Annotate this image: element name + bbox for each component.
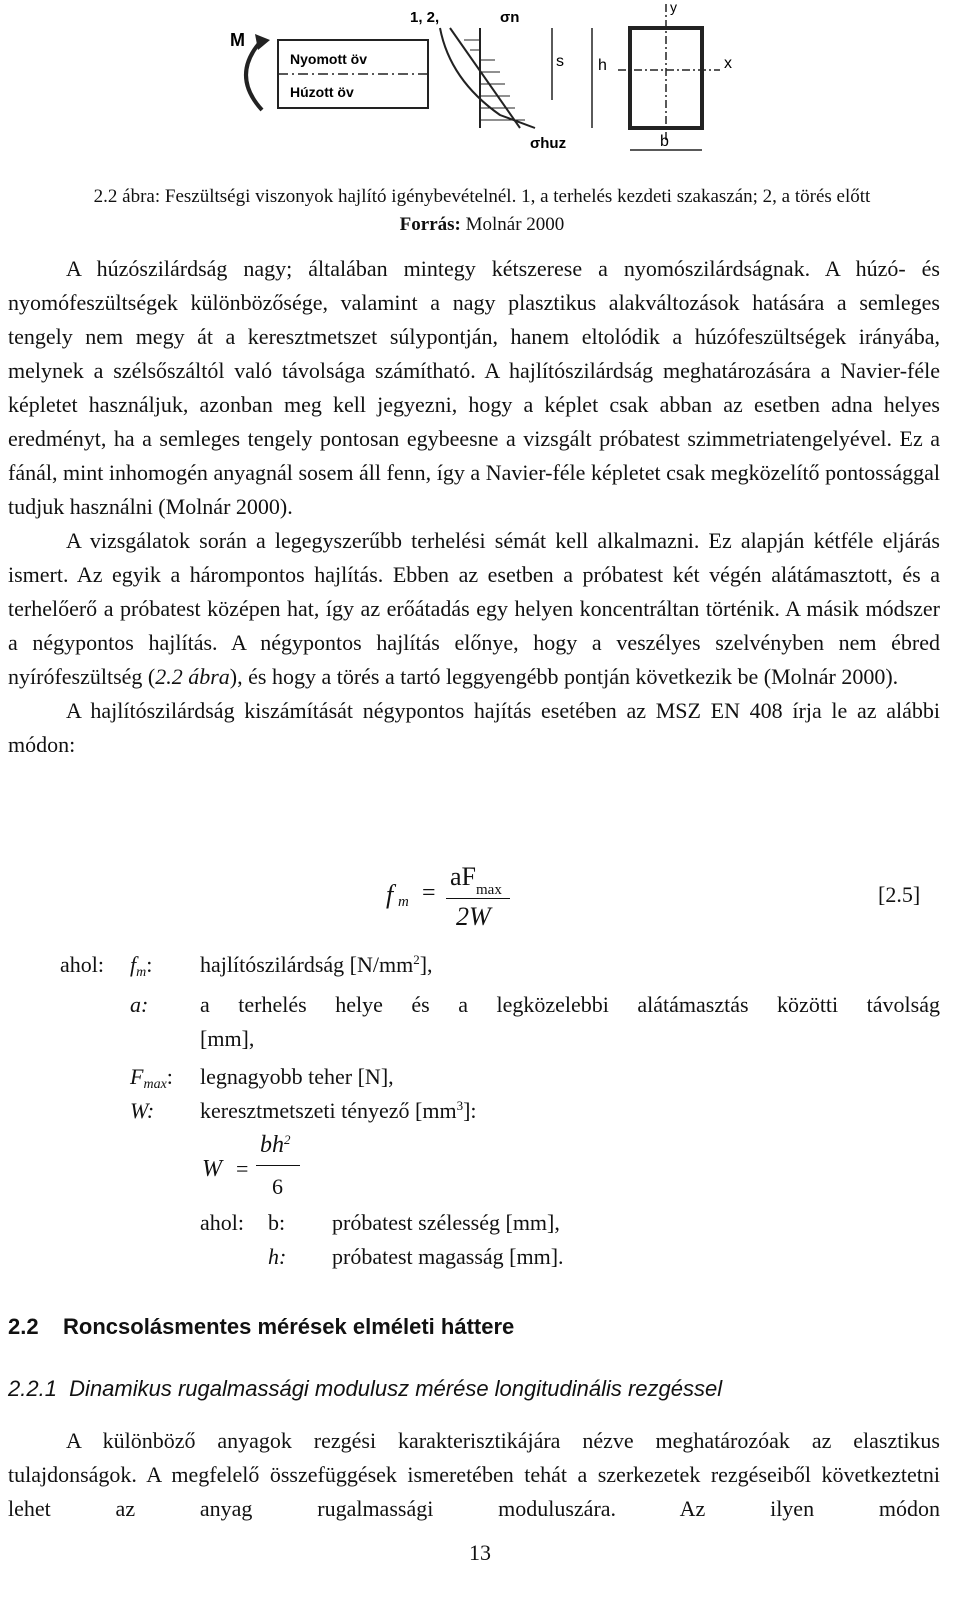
body-text-block-2 xyxy=(8,1424,940,1526)
def-h-text: próbatest magasság [mm]. xyxy=(332,1244,564,1269)
dim-h-label: h xyxy=(598,57,607,74)
moment-label: M xyxy=(230,30,245,50)
subsection-number: 2.2.1 xyxy=(8,1376,57,1401)
def-F-text: legnagyobb teher [N], xyxy=(200,1064,394,1089)
formula-denominator: 2W xyxy=(456,902,491,931)
p2-text-b: ), és hogy a törés a tartó leggyengébb pontján következik be (Molnár 2000). xyxy=(229,664,899,689)
paragraph-vibration: A különböző anyagok rezgési karakterisztikájára nézve meghatározóak az elasztikus tulajdonságok. A megfelelő összefüggések ismeretében tehát a szerkezetek rezgéseiből következtetni lehet az anyag rugalmassági moduluszára. Az ilyen módon xyxy=(8,1428,940,1521)
W-text: keresztmetszeti tényező [mm xyxy=(200,1098,457,1123)
def-b-symbol: b: xyxy=(268,1210,286,1235)
tension-zone-label: Húzott öv xyxy=(290,84,354,100)
W-sup: 3 xyxy=(456,1098,464,1113)
W-eq-num-sup: 2 xyxy=(284,1132,291,1147)
def-W-symbol: W: xyxy=(130,1098,155,1123)
page-number: 13 xyxy=(469,1540,491,1565)
axis-x-label: x xyxy=(724,55,732,72)
fm-colon: : xyxy=(146,952,153,977)
compression-zone-label: Nyomott öv xyxy=(290,51,367,67)
fm-subscript: m xyxy=(136,965,147,980)
formula-lhs-f: f xyxy=(386,880,394,909)
fm-end: ], xyxy=(419,952,433,977)
section-number: 2.2 xyxy=(8,1314,39,1339)
figure-reference: 2.2 ábra xyxy=(155,664,230,689)
stress-curve-2 xyxy=(440,28,535,128)
F-colon: : xyxy=(166,1064,173,1089)
def-fm-symbol xyxy=(130,948,152,982)
paragraph-loading-schemes xyxy=(8,524,940,694)
def-a-symbol: a: xyxy=(130,992,149,1017)
fm-symbol: f xyxy=(130,952,137,977)
source-label: Forrás: xyxy=(399,214,461,235)
caption-source xyxy=(22,211,942,239)
W-eq-lhs: W xyxy=(202,1156,222,1182)
formula-equals: = xyxy=(422,880,436,906)
def-b-text: próbatest szélesség [mm], xyxy=(332,1210,560,1235)
figure-caption xyxy=(22,183,942,239)
subsection-title: Dinamikus rugalmassági modulusz mérése longitudinális rezgéssel xyxy=(69,1376,723,1401)
caption-text: 2.2 ábra: Feszültségi viszonyok hajlító igénybevételnél. 1, a terhelés kezdeti szakaszán; 2, a törés előtt xyxy=(93,186,871,207)
def-W-text xyxy=(200,1094,477,1128)
dim-s-label: s xyxy=(556,53,564,70)
body-text-block-1 xyxy=(8,252,940,762)
formula-lhs-sub: m xyxy=(398,894,409,910)
F-symbol: F xyxy=(130,1064,144,1089)
paragraph-tensile-strength: A húzószilárdság nagy; általában mintegy kétszerese a nyomószilárdságnak. A húzó- és nyomófeszültségek különbözősége, valamint a nagy plasztikus alakváltozások hatására a semleges tengely nem megy át a keresztmetszet súlypontján, hanem eltolódik a húzófeszültségek irányába, melynek a szélsőszáltól való távolsága számítható. A hajlítószilárdság meghatározására a Navier-féle képletet használjuk, azonban meg kell jegyezni, hogy a képlet csak abban az esetben adna helyes eredményt, ha a semleges tengely pontosan egybeesne a vizsgált próbatest szimmetriatengelyével. Ez a fánál, mint inhomogén anyagnál sosem áll fenn, így a Navier-féle képletet csak megközelítő pontossággal tudjuk használni (Molnár 2000). xyxy=(8,256,940,519)
section-heading xyxy=(8,1314,514,1340)
fm-text: hajlítószilárdság [N/mm xyxy=(200,952,414,977)
W-eq-denominator: 6 xyxy=(272,1174,283,1199)
subsection-heading xyxy=(8,1376,722,1402)
def-a-text-2: [mm], xyxy=(200,1026,255,1051)
W-eq-fraction-bar xyxy=(256,1165,300,1166)
def-fm-text xyxy=(200,948,433,982)
fm-sup: 2 xyxy=(413,952,420,967)
formula-2-5 xyxy=(380,860,940,940)
W-end: ]: xyxy=(463,1098,477,1123)
stage-labels: 1, 2, xyxy=(410,9,440,26)
W-eq-numerator xyxy=(260,1128,291,1162)
stress-hatch xyxy=(464,40,525,120)
sigma-n-label: σn xyxy=(500,9,520,26)
W-eq-equals: = xyxy=(236,1156,249,1181)
W-eq-num-text: bh xyxy=(260,1132,284,1158)
p2-text-a: A vizsgálatok során a legegyszerűbb terhelési sémát kell alkalmazni. Ez alapján kétféle eljárás ismert. Az egyik a hárompontos hajlítás. Ebben az esetben a próbatest két végén alátámasztott, és a terhelőerő a próbatest középen hat, így az erőátadás egy helyen koncentráltan történik. A másik módszer a négypontos hajlítás. A négypontos hajlítás előnye, hogy a veszélyes szelvényben nem ébred nyírófeszültség ( xyxy=(8,528,940,689)
formula-fraction-bar xyxy=(446,898,510,899)
formula-numerator: aF xyxy=(450,862,476,891)
formula-number: [2.5] xyxy=(878,882,921,907)
paragraph-calculation: A hajlítószilárdság kiszámítását négypontos hajítás esetében az MSZ EN 408 írja le az alábbi módon: xyxy=(8,698,940,757)
def-h-symbol: h: xyxy=(268,1244,287,1269)
def-F-symbol xyxy=(130,1060,173,1094)
ahol2-label: ahol: xyxy=(200,1210,244,1235)
dim-b-label: b xyxy=(660,133,669,150)
F-subscript: max xyxy=(143,1077,167,1092)
sigma-huz-label: σhuz xyxy=(530,135,567,152)
section-title: Roncsolásmentes mérések elméleti háttere xyxy=(63,1314,515,1339)
stress-diagram-figure xyxy=(200,0,760,170)
ahol-label: ahol: xyxy=(60,952,104,977)
axis-y-label: y xyxy=(670,0,677,15)
moment-arrow xyxy=(246,40,262,110)
formula-numerator-sub: max xyxy=(476,882,502,898)
def-a-text-1: a terhelés helye és a legközelebbi alátámasztás közötti távolság xyxy=(200,992,940,1017)
source-value: Molnár 2000 xyxy=(465,214,565,235)
